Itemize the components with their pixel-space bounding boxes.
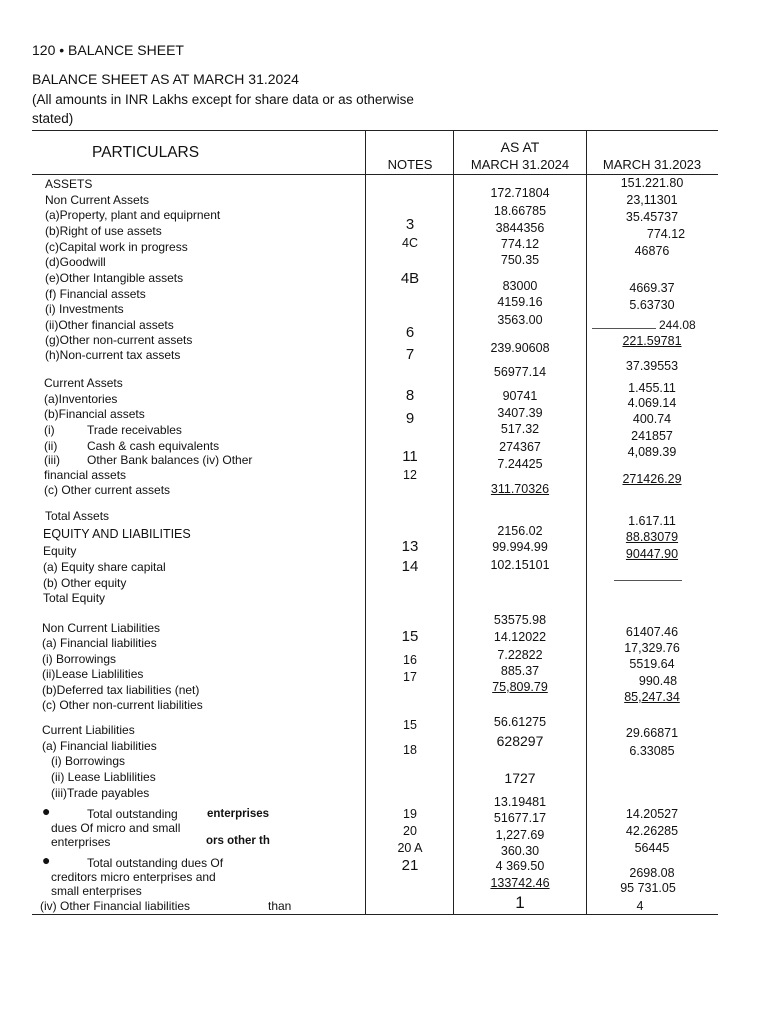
- value-2024: 102.15101: [490, 558, 550, 572]
- value-2024: 75,809.79: [492, 680, 548, 694]
- note-ref: 8: [405, 387, 415, 404]
- row-total-outstanding: Total outstanding: [87, 807, 178, 821]
- row-equity-share-capital: (a) Equity share capital: [43, 560, 166, 574]
- value-2024: 133742.46: [490, 876, 550, 890]
- row-inventories: (a)Inventories: [44, 392, 118, 406]
- value-2023: 2698.08: [629, 866, 675, 880]
- value-2023: 241857: [631, 429, 673, 443]
- row-current-liabilities: Current Liabilities: [42, 723, 135, 737]
- page-title: BALANCE SHEET AS AT MARCH 31.2024: [32, 71, 299, 87]
- value-2024: 53575.98: [493, 613, 547, 627]
- note-ref: 4B: [400, 270, 420, 287]
- rule-line: [592, 328, 656, 329]
- row-fragment-others: ors other th: [206, 835, 270, 847]
- value-2023: 61407.46: [625, 625, 679, 639]
- note-ref: 21: [401, 857, 419, 874]
- value-2023: 17,329.76: [624, 641, 680, 655]
- row-cl-lease: (ii) Lease Liablilities: [51, 770, 156, 784]
- value-2024: 3844356: [495, 221, 545, 235]
- row-ca-financial-assets: (b)Financial assets: [44, 407, 145, 421]
- value-2023: 5519.64: [629, 657, 675, 671]
- row-ncl-financial-liabilities: (a) Financial liabilities: [42, 636, 157, 650]
- note-ref: 7: [405, 346, 415, 363]
- row-noncurrent-tax-assets: (h)Non-current tax assets: [45, 348, 181, 362]
- value-2023: 35.45737: [625, 210, 679, 224]
- page-subtitle-cont: stated): [32, 111, 74, 126]
- row-enterprises: enterprises: [51, 835, 111, 849]
- note-ref: 16: [403, 653, 417, 667]
- row-other-financial-assets: (ii)Other financial assets: [45, 318, 174, 332]
- note-ref: 6: [405, 324, 415, 341]
- row-total-outstanding-creditors: Total outstanding dues Of: [87, 856, 224, 870]
- value-2023: 88.83079: [625, 530, 679, 544]
- value-2023: 151.221.80: [620, 176, 684, 190]
- value-2024: 2156.02: [497, 524, 543, 538]
- header-as-at: AS AT: [500, 139, 540, 155]
- value-2024: 4159.16: [497, 295, 543, 309]
- row-equity-liabilities: EQUITY AND LIABILITIES: [43, 527, 191, 541]
- value-2023: 4,089.39: [627, 445, 677, 459]
- row-other-ncl: (c) Other non-current liabilities: [42, 698, 203, 712]
- row-other-bank-balances: Other Bank balances (iv) Other: [87, 453, 253, 467]
- row-total-assets: Total Assets: [45, 509, 110, 523]
- row-other-noncurrent-assets: (g)Other non-current assets: [45, 333, 193, 347]
- value-2023: 37.39553: [625, 359, 679, 373]
- value-2024: 14.12022: [493, 630, 547, 644]
- row-dues-micro-small: dues Of micro and small: [51, 821, 181, 835]
- row-intangibles: (e)Other Intangible assets: [45, 271, 184, 285]
- row-assets: ASSETS: [45, 177, 93, 191]
- value-2023: 990.48: [638, 674, 678, 688]
- value-2023: 400.74: [632, 412, 672, 426]
- note-ref: 15: [401, 628, 419, 645]
- row-creditors-micro: creditors micro enterprises and: [51, 870, 216, 884]
- value-2023: 29.66871: [625, 726, 679, 740]
- note-ref: 15: [403, 718, 417, 732]
- value-2024: 90741: [502, 389, 538, 403]
- value-2023: 244.08: [659, 318, 696, 332]
- value-2024: 56.61275: [493, 715, 547, 729]
- row-financial-assets: (f) Financial assets: [45, 287, 146, 301]
- value-2024: 239.90608: [490, 341, 550, 355]
- value-2024: 4 369.50: [495, 859, 545, 873]
- note-ref: 9: [405, 410, 415, 427]
- row-ppe: (a)Property, plant and equiprnent: [45, 208, 221, 222]
- value-2024: 7.22822: [497, 648, 543, 662]
- note-ref: 13: [401, 538, 419, 555]
- row-other-current-assets: (c) Other current assets: [44, 483, 171, 497]
- bullet-icon: ●: [42, 803, 51, 819]
- row-num-ii: (ii): [44, 439, 58, 453]
- value-2023: 1.617.11: [628, 514, 676, 528]
- value-2023: 23,11301: [626, 193, 678, 207]
- row-total-equity: Total Equity: [43, 591, 106, 605]
- table-bottom-border: [32, 914, 718, 915]
- row-trade-receivables: Trade receivables: [87, 423, 182, 437]
- note-ref: 20 A: [397, 841, 423, 855]
- row-num-i: (i): [44, 423, 55, 437]
- value-2023: 90447.90: [625, 547, 679, 561]
- value-2023: 271426.29: [622, 472, 682, 486]
- value-2024: 750.35: [500, 253, 540, 267]
- row-ca-financial-assets-cont: financial assets: [44, 468, 127, 482]
- value-2024: 885.37: [500, 664, 540, 678]
- row-current-assets: Current Assets: [44, 376, 123, 390]
- row-other-financial-liabilities: (iv) Other Financial liabilities: [40, 899, 191, 913]
- row-fragment-than: than: [268, 899, 292, 913]
- value-2024: 3563.00: [497, 313, 543, 327]
- value-2024: 628297: [496, 733, 544, 749]
- value-2024: 1: [515, 893, 525, 912]
- value-2024: 3407.39: [497, 406, 543, 420]
- row-num-iii: (iii): [44, 453, 60, 467]
- value-2023: 5.63730: [629, 298, 675, 312]
- row-goodwill: (d)Goodwill: [45, 255, 106, 269]
- value-2024: 83000: [502, 279, 538, 293]
- note-ref: 12: [403, 468, 417, 482]
- row-ncl-borrowings: (i) Borrowings: [42, 652, 117, 666]
- note-ref: 20: [403, 824, 417, 838]
- row-cash: Cash & cash equivalents: [87, 439, 220, 453]
- value-2023: 56445: [634, 841, 670, 855]
- value-2024: 274367: [499, 440, 541, 454]
- value-2023: 774.12: [646, 227, 686, 241]
- value-2023: 95 731.05: [620, 881, 676, 895]
- page-label: 120 • BALANCE SHEET: [32, 42, 184, 58]
- value-2024: 172.71804: [490, 186, 550, 200]
- note-ref: 4C: [402, 236, 418, 250]
- value-2024: 517.32: [500, 422, 540, 436]
- row-cl-financial-liabilities: (a) Financial liabilities: [42, 739, 157, 753]
- value-2024: 1,227.69: [495, 828, 545, 842]
- row-cl-borrowings: (i) Borrowings: [51, 754, 126, 768]
- value-2023: 1.455.11: [628, 381, 676, 395]
- value-2024: 18.66785: [493, 204, 547, 218]
- value-2023: 6.33085: [629, 744, 675, 758]
- header-march-2023: MARCH 31.2023: [602, 157, 702, 172]
- table-header-border: [32, 174, 718, 175]
- value-2023: 4: [636, 899, 644, 913]
- row-equity: Equity: [43, 544, 77, 558]
- row-investments: (i) Investments: [45, 302, 124, 316]
- page-subtitle: (All amounts in INR Lakhs except for share data or as otherwise: [32, 92, 414, 107]
- row-fragment-enterprises: enterprises: [207, 808, 270, 820]
- value-2023: 4669.37: [629, 281, 675, 295]
- header-particulars: PARTICULARS: [92, 144, 200, 161]
- value-2023: 42.26285: [625, 824, 679, 838]
- value-2024: 13.19481: [493, 795, 547, 809]
- table-top-border: [32, 130, 718, 131]
- row-cwip: (c)Capital work in progress: [45, 240, 188, 254]
- rule-line: [614, 580, 682, 581]
- value-2024: 99.994.99: [492, 540, 548, 554]
- value-2024: 360.30: [500, 844, 540, 858]
- note-ref: 14: [401, 558, 419, 575]
- row-trade-payables: (iii)Trade payables: [51, 786, 150, 800]
- row-non-current-assets: Non Current Assets: [45, 193, 150, 207]
- header-notes: NOTES: [387, 157, 433, 172]
- row-small-enterprises: small enterprises: [51, 884, 142, 898]
- row-ncl-lease: (ii)Lease Liablilities: [42, 667, 144, 681]
- value-2023: 221.59781: [622, 334, 682, 348]
- value-2024: 774.12: [500, 237, 540, 251]
- row-non-current-liabilities: Non Current Liabilities: [42, 621, 161, 635]
- note-ref: 3: [405, 216, 415, 233]
- note-ref: 11: [402, 448, 418, 465]
- value-2024: 1727: [504, 770, 536, 786]
- value-2024: 311.70326: [490, 482, 550, 496]
- value-2024: 56977.14: [493, 365, 547, 379]
- row-rou: (b)Right of use assets: [45, 224, 162, 238]
- value-2023: 14.20527: [625, 807, 679, 821]
- value-2023: 85,247.34: [624, 690, 680, 704]
- value-2024: 7.24425: [497, 457, 543, 471]
- bullet-icon: ●: [42, 852, 51, 868]
- header-march-2024: MARCH 31.2024: [470, 157, 570, 172]
- note-ref: 17: [403, 670, 417, 684]
- value-2023: 4.069.14: [627, 396, 677, 410]
- value-2024: 51677.17: [493, 811, 547, 825]
- value-2023: 46876: [634, 244, 670, 258]
- note-ref: 19: [403, 807, 417, 821]
- note-ref: 18: [403, 743, 417, 757]
- row-deferred-tax: (b)Deferred tax liabilities (net): [42, 683, 200, 697]
- row-other-equity: (b) Other equity: [43, 576, 127, 590]
